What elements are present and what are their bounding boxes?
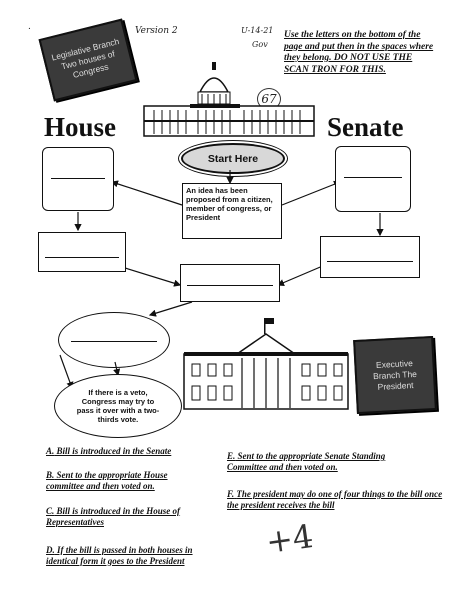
veto-text: If there is a veto, Congress may try to pass it over with a two-thirds vote. (76, 388, 160, 424)
legislative-branch-label: Legislative Branch Two houses of Congress (50, 35, 121, 80)
answer-letter: A. (46, 446, 55, 456)
answer-f (227, 489, 447, 510)
date-note: U-14-21 (241, 26, 274, 35)
score-circle: 67 (257, 88, 281, 110)
answer-e (227, 451, 427, 472)
answer-letter: B. (46, 470, 55, 480)
senate-title: Senate (327, 112, 404, 142)
white-house-icon (182, 318, 350, 413)
instructions: Use the letters on the bottom of the page and put then in the spaces where they belong. DO NOT USE THE SCAN TRON FOR THIS. (284, 30, 434, 75)
answer-blank[interactable] (45, 257, 119, 258)
answer-text: Sent to the appropriate Senate Standing Committee and then voted on. (227, 451, 386, 472)
house-step-2-box (38, 232, 126, 272)
class-note: Gov (252, 40, 268, 49)
answer-text: If the bill is passed in both houses in identical form it goes to the President (46, 545, 193, 566)
president-step-oval (58, 312, 170, 368)
answer-blank[interactable] (327, 261, 413, 262)
answer-c (46, 506, 216, 527)
answer-letter: F. (227, 489, 235, 499)
veto-oval (54, 374, 182, 438)
answer-letter: E. (227, 451, 236, 461)
grade-mark: +4 (263, 516, 316, 562)
answer-text: The president may do one of four things to the bill once the president receives the bill (227, 489, 443, 510)
corner-mark: . (28, 22, 31, 32)
start-here-label: Start Here (207, 152, 259, 165)
idea-text: An idea has been proposed from a citizen, member of congress, or President (186, 186, 273, 222)
answer-blank[interactable] (344, 177, 402, 178)
house-title: House (44, 112, 117, 142)
executive-branch-label: Executive Branch The President (372, 357, 418, 392)
answer-text: Bill is introduced in the Senate (56, 446, 172, 456)
house-step-1-box (42, 147, 114, 211)
answer-d (46, 545, 216, 566)
answer-blank[interactable] (187, 285, 273, 286)
executive-branch-scroll (353, 336, 437, 414)
idea-box (182, 183, 282, 239)
answer-b (46, 470, 206, 491)
senate-step-1-box (335, 146, 411, 212)
version-note: Version 2 (135, 26, 178, 36)
answer-blank[interactable] (51, 178, 105, 179)
answer-text: Bill is introduced in the House of Representatives (46, 506, 181, 527)
senate-step-2-box (320, 236, 420, 278)
conference-step-box (180, 264, 280, 302)
answer-letter: D. (46, 545, 55, 555)
answer-letter: C. (46, 506, 55, 516)
answer-text: Sent to the appropriate House committee and then voted on. (46, 470, 168, 491)
answer-a (46, 446, 206, 457)
answer-blank[interactable] (71, 341, 157, 342)
